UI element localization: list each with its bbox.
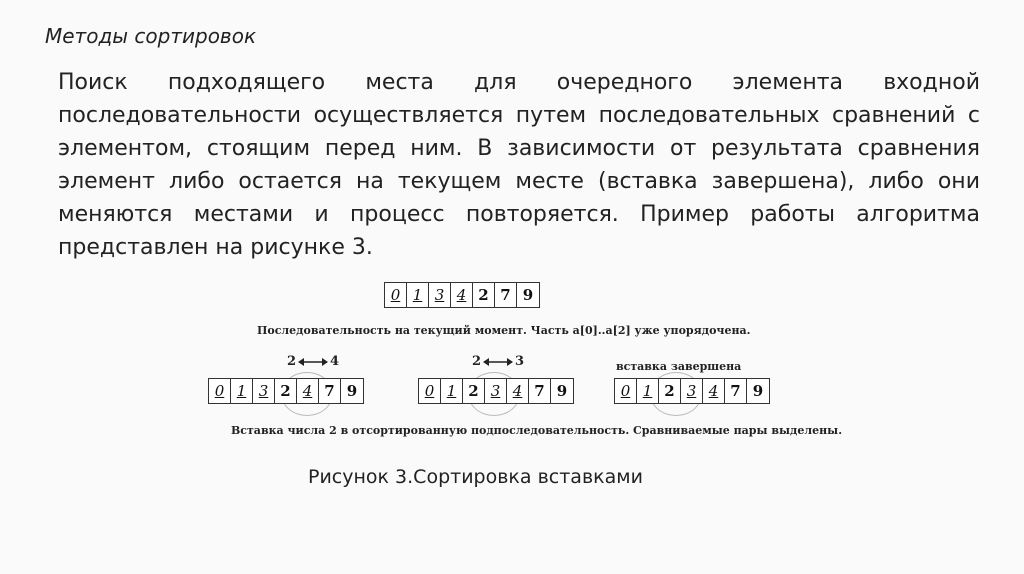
double-arrow-icon	[483, 357, 513, 367]
swap-label-1	[287, 354, 339, 369]
array-cell: 1	[441, 379, 463, 403]
slide-title: Методы сортировок	[45, 24, 257, 48]
array-cell: 0	[419, 379, 441, 403]
array-cell: 9	[556, 382, 568, 400]
array-cell: 1	[231, 379, 253, 403]
array-cell: 4	[451, 283, 473, 307]
double-arrow-icon	[298, 357, 328, 367]
swap-right-value: 3	[515, 354, 525, 369]
insertion-sort-figure	[200, 278, 843, 448]
step-array-2	[418, 378, 574, 404]
array-cell: 3	[429, 283, 451, 307]
swap-left-value: 2	[287, 354, 297, 369]
array-cell: 7	[319, 379, 341, 403]
array-cell: 7	[495, 283, 517, 307]
swap-label-2	[472, 354, 524, 369]
array-cell: 0	[209, 379, 231, 403]
array-cell: 2	[473, 283, 495, 307]
step-array-1	[208, 378, 364, 404]
top-caption: Последовательность на текущий момент. Часть a[0]..a[2] уже упорядочена.	[257, 324, 751, 337]
array-cell: 9	[752, 382, 764, 400]
array-cell: 3	[485, 379, 507, 403]
array-cell: 4	[703, 379, 725, 403]
body-paragraph: Поиск подходящего места для очередного элемента входной последовательности осуществляется путем последовательных сравнений с элементом, стоящим перед ним. В зависимости от результата сравнения элемент либо остается на текущем месте (вставка завершена), либо они меняются местами и процесс повторяется. Пример работы алгоритма представлен на рисунке 3.	[58, 70, 980, 260]
bottom-caption: Вставка числа 2 в отсортированную подпоследовательность. Сравниваемые пары выделены.	[231, 424, 843, 437]
array-cell: 2	[275, 379, 297, 403]
array-cell: 3	[253, 379, 275, 403]
swap-left-value: 2	[472, 354, 482, 369]
array-cell: 9	[522, 286, 534, 304]
array-cell: 4	[297, 379, 319, 403]
insertion-done-label: вставка завершена	[616, 360, 742, 373]
top-array	[384, 282, 540, 308]
array-cell: 0	[615, 379, 637, 403]
array-cell: 2	[463, 379, 485, 403]
array-cell: 1	[407, 283, 429, 307]
array-cell: 0	[385, 283, 407, 307]
array-cell: 7	[725, 379, 747, 403]
array-cell: 3	[681, 379, 703, 403]
array-cell: 4	[507, 379, 529, 403]
array-cell: 2	[659, 379, 681, 403]
figure-caption: Рисунок 3.Сортировка вставками	[308, 466, 643, 488]
array-cell: 9	[346, 382, 358, 400]
array-cell: 7	[529, 379, 551, 403]
array-cell: 1	[637, 379, 659, 403]
swap-right-value: 4	[330, 354, 340, 369]
step-array-3	[614, 378, 770, 404]
